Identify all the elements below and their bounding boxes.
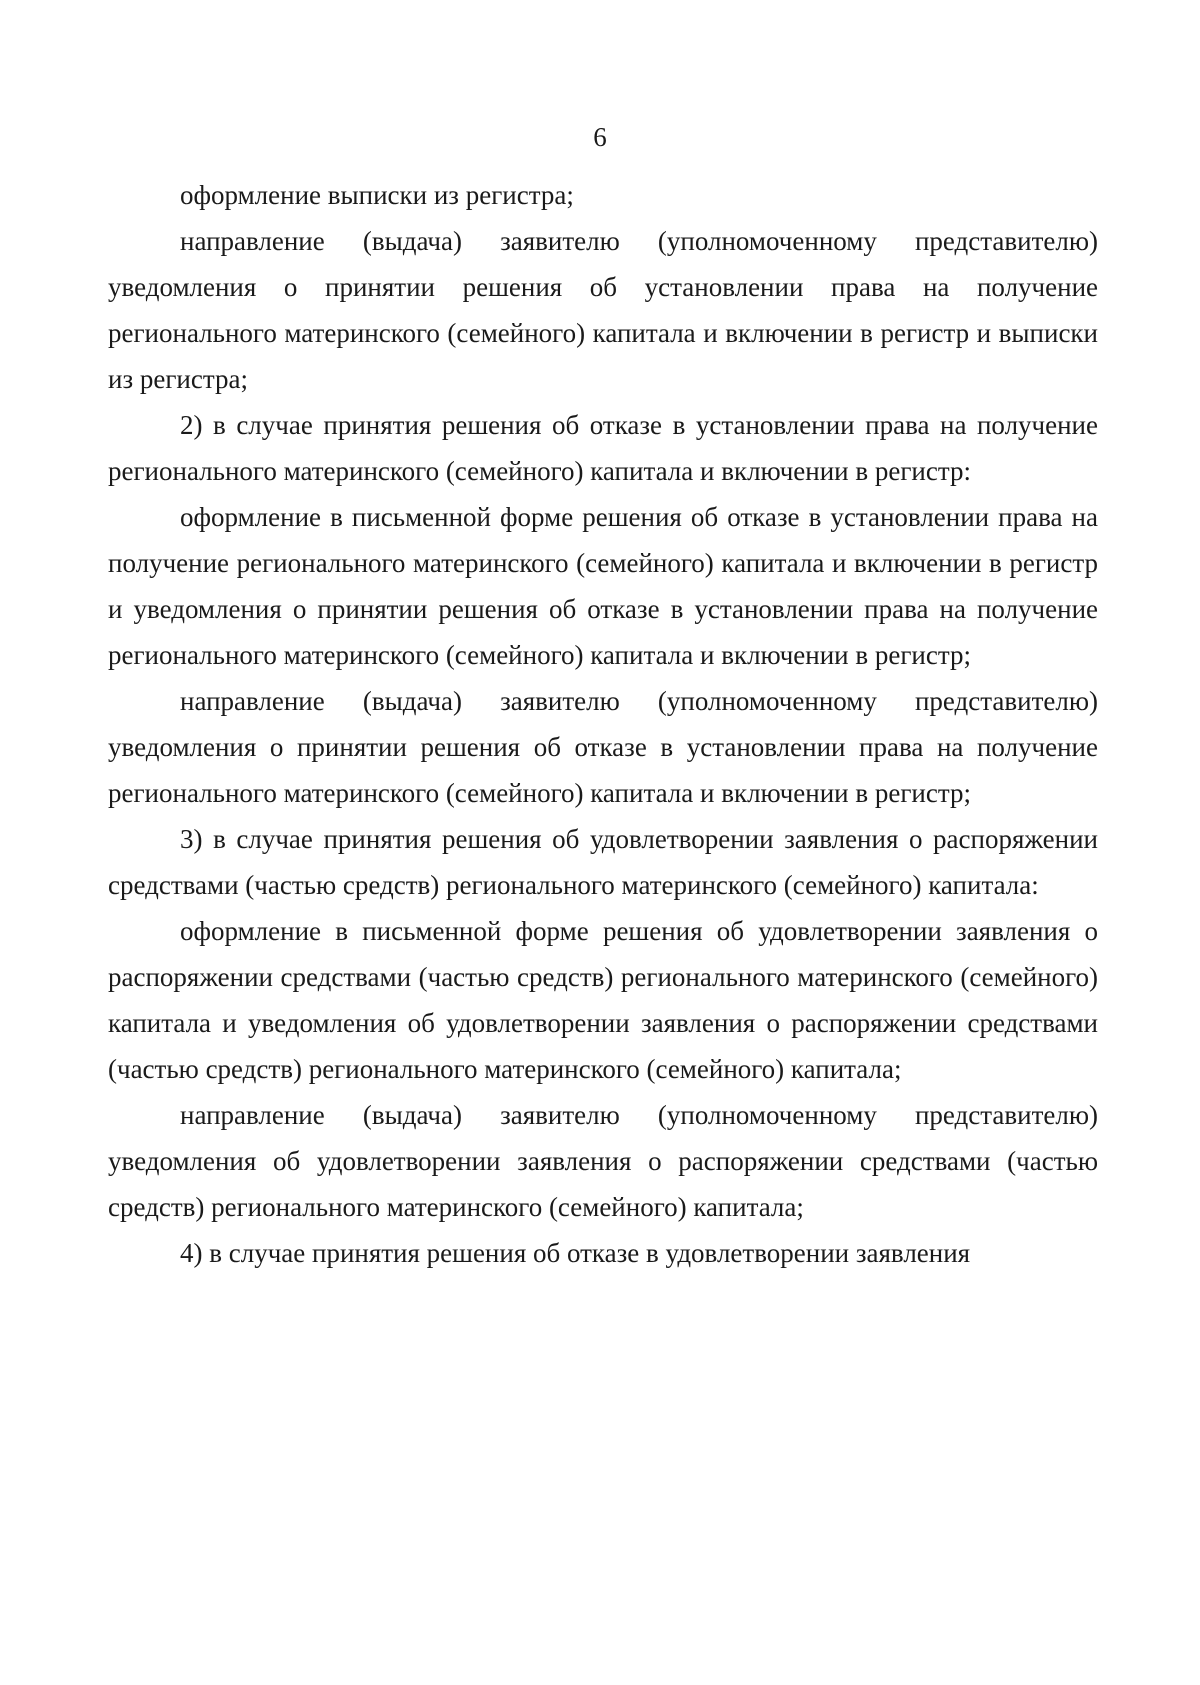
document-body (108, 172, 1098, 1276)
paragraph: 4) в случае принятия решения об отказе в удовлетворении заявления (180, 1238, 971, 1268)
paragraph: оформление в письменной форме решения об удовлетворении заявления о распоряжении средствами (частью средств) регионального материнского (семейного) капитала и уведомления об удовлетворении заявления о распоряжении средствами (частью средств) регионального материнского (семейного) капитала; (108, 916, 1098, 1084)
paragraph: оформление в письменной форме решения об отказе в установлении права на получение регионального материнского (семейного) капитала и включении в регистр и уведомления о принятии решения об отказе в установлении права на получение регионального материнского (семейного) капитала и включении в регистр; (108, 502, 1098, 670)
paragraph: направление (выдача) заявителю (уполномоченному представителю) уведомления о принятии решения об установлении права на получение регионального материнского (семейного) капитала и включении в регистр и выписки из регистра; (108, 226, 1098, 394)
paragraph: 2) в случае принятия решения об отказе в установлении права на получение регионального материнского (семейного) капитала и включении в регистр: (108, 410, 1098, 486)
page-number: 6 (593, 122, 607, 152)
paragraph: направление (выдача) заявителю (уполномоченному представителю) уведомления об удовлетворении заявления о распоряжении средствами (частью средств) регионального материнского (семейного) капитала; (108, 1100, 1098, 1222)
paragraph: 3) в случае принятия решения об удовлетворении заявления о распоряжении средствами (частью средств) регионального материнского (семейного) капитала: (108, 824, 1098, 900)
paragraph: оформление выписки из регистра; (180, 180, 574, 210)
paragraph: направление (выдача) заявителю (уполномоченному представителю) уведомления о принятии решения об отказе в установлении права на получение регионального материнского (семейного) капитала и включении в регистр; (108, 686, 1098, 808)
